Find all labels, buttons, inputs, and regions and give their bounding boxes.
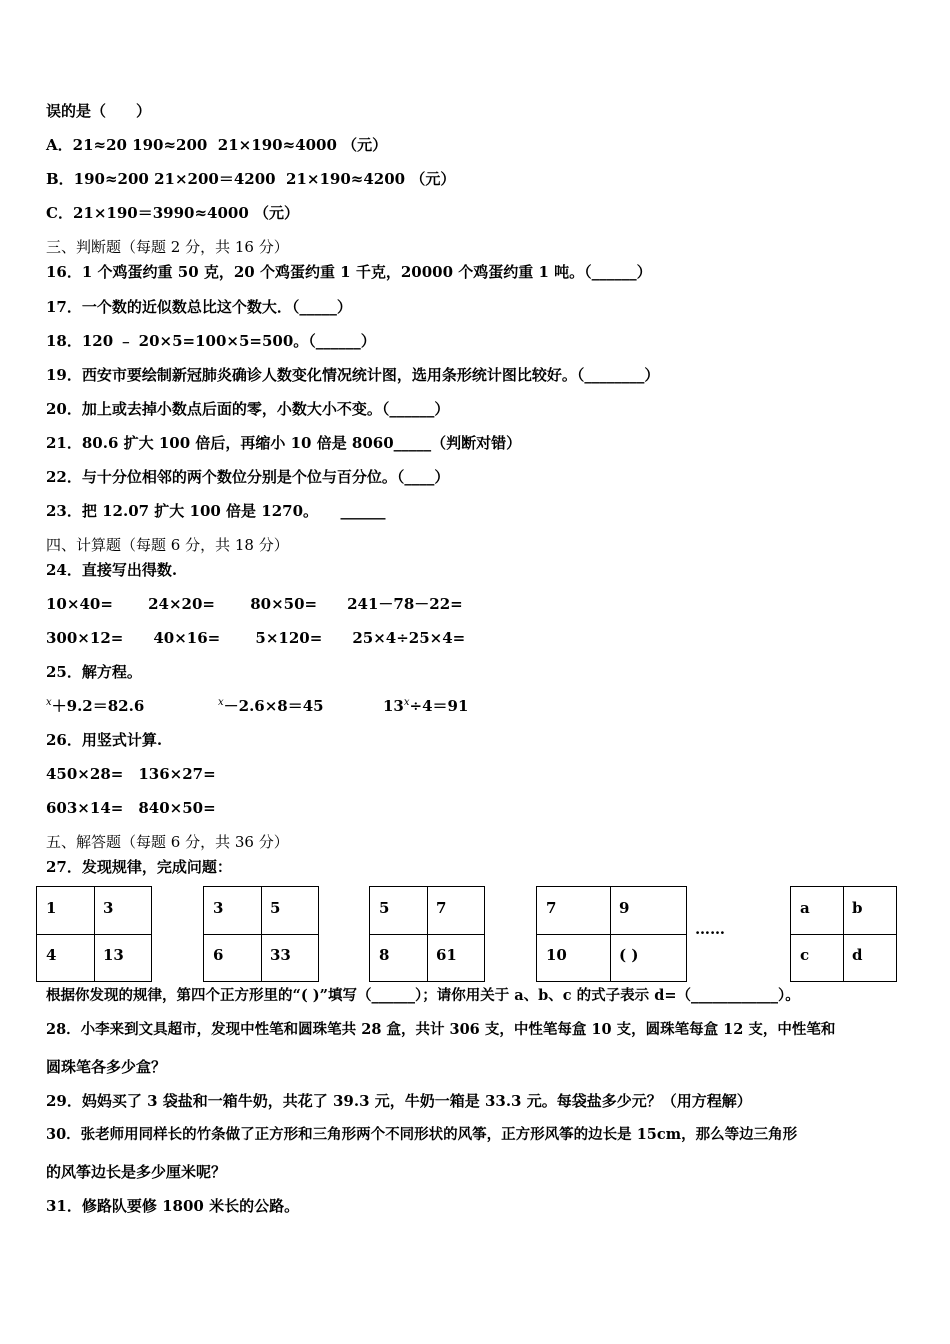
square-cell: 7 bbox=[436, 899, 447, 917]
square-cell: ( ) bbox=[619, 946, 639, 964]
vertical-calc-row-2: 603×14= 840×50= bbox=[46, 799, 216, 817]
question-25: 25．解方程。 bbox=[46, 663, 142, 681]
equation-3: $13^x\div 4=91$ bbox=[383, 697, 469, 715]
question-31: 31．修路队要修 1800 米长的公路。 bbox=[46, 1197, 300, 1215]
question-continuation: 误的是（ ） bbox=[46, 102, 152, 120]
equation-1: $^x$＋9.2＝82.6 bbox=[46, 697, 145, 715]
question-28: 28．小李来到文具超市，发现中性笔和圆珠笔共 28 盒，共计 306 支，中性笔每盒 10 支，圆珠笔每盒 12 支，中性笔和 bbox=[46, 1021, 836, 1038]
square-cell: 7 bbox=[546, 899, 557, 917]
section-5-heading: 五、解答题（每题 6 分，共 36 分） bbox=[46, 833, 289, 851]
question-27: 27．发现规律，完成问题： bbox=[46, 858, 232, 876]
pattern-square-3 bbox=[369, 886, 485, 982]
question-21: 21．80.6 扩大 100 倍后，再缩小 10 倍是 8060_____（判断对错） bbox=[46, 434, 522, 452]
question-18: 18．120 ﹣ 20×5=100×5=500。（______） bbox=[46, 332, 376, 350]
question-19: 19．西安市要绘制新冠肺炎确诊人数变化情况统计图，选用条形统计图比较好。（________） bbox=[46, 366, 660, 384]
option-a: A．21≈20 190≈200 21×190≈4000 （元） bbox=[46, 136, 388, 154]
option-c: C．21×190＝3990≈4000 （元） bbox=[46, 204, 299, 222]
square-cell: 10 bbox=[546, 946, 567, 964]
square-cell: d bbox=[852, 946, 863, 964]
square-cell: 6 bbox=[213, 946, 224, 964]
square-cell: 3 bbox=[213, 899, 224, 917]
square-cell: 4 bbox=[46, 946, 57, 964]
option-b: B．190≈200 21×200＝4200 21×190≈4200 （元） bbox=[46, 170, 456, 188]
variable-x: x bbox=[46, 697, 52, 708]
calc-row-1: 10×40= 24×20= 80×50= 241－78－22= bbox=[46, 595, 463, 613]
question-22: 22．与十分位相邻的两个数位分别是个位与百分位。（____） bbox=[46, 468, 450, 486]
vertical-calc-row-1: 450×28= 136×27= bbox=[46, 765, 216, 783]
square-cell: 3 bbox=[103, 899, 114, 917]
square-cell: 5 bbox=[270, 899, 281, 917]
question-30-cont: 的风筝边长是多少厘米呢？ bbox=[46, 1163, 227, 1181]
question-16: 16．1 个鸡蛋约重 50 克，20 个鸡蛋约重 1 千克，20000 个鸡蛋约重 1 吨。（______） bbox=[46, 263, 652, 281]
ellipsis: …… bbox=[695, 920, 725, 938]
variable-x: x bbox=[218, 697, 224, 708]
square-cell: 61 bbox=[436, 946, 457, 964]
question-24: 24．直接写出得数. bbox=[46, 561, 178, 579]
question-23: 23．把 12.07 扩大 100 倍是 1270。 ______ bbox=[46, 502, 386, 520]
question-29: 29．妈妈买了 3 袋盐和一箱牛奶，共花了 39.3 元，牛奶一箱是 33.3 元。每袋盐多少元？（用方程解） bbox=[46, 1092, 752, 1110]
square-cell: 1 bbox=[46, 899, 57, 917]
question-20: 20．加上或去掉小数点后面的零，小数大小不变。（______） bbox=[46, 400, 450, 418]
square-cell: 9 bbox=[619, 899, 630, 917]
question-17: 17．一个数的近似数总比这个数大．（_____） bbox=[46, 298, 352, 316]
section-3-heading: 三、判断题（每题 2 分，共 16 分） bbox=[46, 238, 289, 256]
equation-2: $^x$－2.6×8＝45 bbox=[218, 697, 324, 715]
variable-x: x bbox=[403, 697, 410, 708]
square-cell: 33 bbox=[270, 946, 291, 964]
pattern-square-1 bbox=[36, 886, 152, 982]
pattern-square-general bbox=[790, 886, 897, 982]
question-26: 26．用竖式计算. bbox=[46, 731, 163, 749]
square-cell: 8 bbox=[379, 946, 390, 964]
square-cell: a bbox=[800, 899, 810, 917]
square-cell: 5 bbox=[379, 899, 390, 917]
pattern-square-4 bbox=[536, 886, 687, 982]
question-27-prompt: 根据你发现的规律，第四个正方形里的“( )”填写（______）；请你用关于 a、b、c 的式子表示 d=（____________）。 bbox=[46, 987, 800, 1004]
square-cell: c bbox=[800, 946, 810, 964]
square-cell: 13 bbox=[103, 946, 124, 964]
question-30: 30．张老师用同样长的竹条做了正方形和三角形两个不同形状的风筝，正方形风筝的边长是 15cm，那么等边三角形 bbox=[46, 1126, 798, 1143]
pattern-square-2 bbox=[203, 886, 319, 982]
square-cell: b bbox=[852, 899, 863, 917]
question-28-cont: 圆珠笔各多少盒？ bbox=[46, 1058, 167, 1076]
calc-row-2: 300×12= 40×16= 5×120= 25×4÷25×4= bbox=[46, 629, 466, 647]
section-4-heading: 四、计算题（每题 6 分，共 18 分） bbox=[46, 536, 289, 554]
